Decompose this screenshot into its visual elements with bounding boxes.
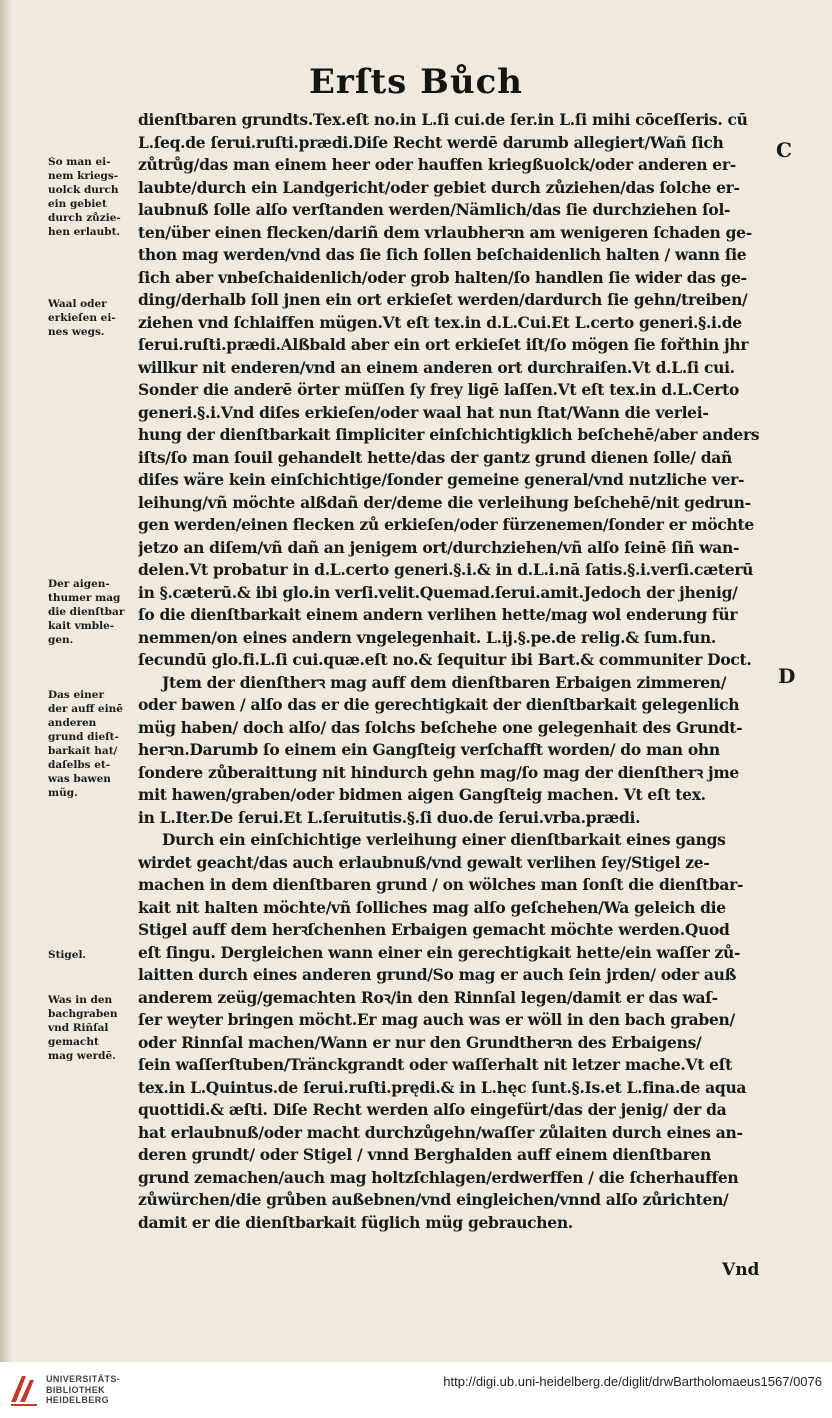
text-line: zůtrůg/das man einem heer oder hauffen kriegßuolck/oder anderen er-	[138, 155, 736, 174]
university-library-logo-icon	[8, 1372, 40, 1408]
library-name	[46, 1374, 120, 1406]
margin-gloss-3	[48, 577, 140, 647]
gloss-line: daſelbs et-	[48, 759, 111, 771]
text-line: in L.Iter.De ſerui.Et L.ſeruitutis.§.ſi duo.de ſerui.vrba.prædi.	[138, 807, 641, 827]
gloss-line: kait vmble-	[48, 620, 115, 632]
gloss-line: Das einer	[48, 689, 104, 701]
text-line: in §.cæterū.& ibi glo.in verſi.velit.Quemad.ſerui.amit.Jedoch der jhenig/	[138, 582, 738, 602]
text-line: ſer weyter bringen möcht.Er mag auch was er wöll in den bach graben/	[138, 1010, 735, 1029]
text-line: Durch ein einſchichtige verleihung einer dienſtbarkait eines gangs	[162, 830, 726, 849]
text-line: ſondere zůberaittung nit hindurch gehn mag/ſo mag der dienſtherꝛ jme	[138, 762, 739, 782]
text-line: eſt ſingu. Dergleichen wann einer ein gerechtigkait hette/ein waſſer zů-	[138, 942, 741, 962]
text-line: generi.§.i.Vnd diſes erkieſen/oder waal hat nun ſtat/Wann die verlei-	[138, 402, 709, 422]
text-line: hung der dienſtbarkait ſimpliciter einſchichtigklich beſchehē/aber anders	[138, 425, 760, 444]
source-url-link[interactable]: http://digi.ub.uni-heidelberg.de/diglit/drwBartholomaeus1567/0076	[443, 1374, 822, 1389]
catchword: Vnd	[722, 1260, 760, 1280]
text-line: thon mag werden/vnd das ſie ſich ſollen beſchaidenlich halten / wann ſie	[138, 245, 747, 264]
text-line: willkur nit enderen/vnd an einem anderen ort durchraiſen.Vt d.L.ſi cui.	[138, 357, 735, 377]
text-line: ziehen vnd ſchlaiffen mügen.Vt eſt tex.in d.L.Cui.Et L.certo generi.§.i.de	[138, 312, 742, 332]
text-line: mit hawen/graben/oder bidmen aigen Gangſteig machen. Vt eſt tex.	[138, 785, 706, 804]
gloss-line: uolck durch	[48, 184, 119, 196]
main-text-block	[138, 109, 778, 1234]
gloss-line: anderen	[48, 717, 97, 729]
text-line: gen werden/einen flecken zů erkieſen/oder fürzenemen/ſonder er möchte	[138, 515, 754, 534]
gloss-line: nes wegs.	[48, 326, 105, 338]
text-line: müg haben/ doch alſo/ das ſolchs beſchehe one gelegenhait des Grundt-	[138, 717, 743, 737]
gloss-line: der auff einē	[48, 703, 123, 715]
text-line: ding/derhalb ſoll jnen ein ort erkieſet werden/dardurch ſie gehn/treiben/	[138, 290, 748, 309]
gloss-line: durch zůzie-	[48, 212, 121, 224]
text-line: anderem zeüg/gemachten Roꝛ/in den Rinnſal legen/damit er das waſ-	[138, 987, 718, 1007]
margin-gloss-5	[48, 948, 140, 962]
gloss-line: Stigel.	[48, 949, 87, 961]
text-line: dienſtbaren grundts.Tex.eſt no.in L.ſi cui.de ſer.in L.ſi mihi cōceſſeris. cū	[138, 110, 748, 129]
gloss-line: nem kriegs-	[48, 170, 119, 182]
gloss-line: Was in den	[48, 994, 113, 1006]
text-line: kait nit halten möchte/vñ ſolliches mag alſo geſchehen/Wa geleich die	[138, 897, 726, 917]
viewer-footer	[0, 1362, 832, 1418]
text-line: delen.Vt probatur in d.L.certo generi.§.i.& in d.L.i.nā ſatis.§.i.verſi.cæterū	[138, 560, 754, 579]
margin-mark-c: C	[776, 138, 792, 162]
text-line: jetzo an diſem/vñ dañ an jenigem ort/durchziehen/vñ alſo ſeinē ſiñ wan-	[138, 537, 740, 557]
text-line: oder bawen / alſo das er die gerechtigkait der dienſtbarkait gelegenlich	[138, 695, 740, 714]
gloss-line: barkait hat/	[48, 745, 118, 757]
text-line: ten/über einen flecken/dariñ dem vrlaubherꝛn am wenigeren ſchaden ge-	[138, 222, 752, 242]
text-line: oder Rinnſal machen/Wann er nur den Grundtherꝛn des Erbaigens/	[138, 1032, 702, 1052]
gloss-line: ein gebiet	[48, 198, 107, 210]
text-line: ſerui.ruſti.prædi.Alßbald aber ein ort erkieſet iſt/ſo mögen ſie fořthin jhr	[138, 335, 749, 354]
text-line: diſes wäre kein einſchichtige/ſonder gemeine general/vnd nutzliche ver-	[138, 470, 745, 489]
gloss-line: Waal oder	[48, 298, 107, 310]
margin-gloss-6	[48, 993, 140, 1063]
gloss-line: hen erlaubt.	[48, 226, 121, 238]
text-line: grund zemachen/auch mag holtzſchlagen/erdwerffen / die ſcherhauffen	[138, 1167, 739, 1187]
gloss-line: mag werdē.	[48, 1050, 116, 1062]
text-line: damit er die dienſtbarkait füglich müg gebrauchen.	[138, 1212, 573, 1232]
text-line: laitten durch eines anderen grund/So mag er auch ſein jrden/ oder auß	[138, 965, 737, 984]
margin-gloss-2	[48, 297, 140, 339]
gloss-line: die dienſtbar	[48, 606, 125, 618]
text-line: Jtem der dienſtherꝛ mag auff dem dienſtbaren Erbaigen zimmeren/	[162, 672, 727, 692]
text-line: zůwürchen/die grůben außebnen/vnd eingleichen/vnnd alſo zůrichten/	[138, 1190, 729, 1209]
text-line: machen in dem dienſtbaren grund / on wölches man ſonſt die dienſtbar-	[138, 875, 744, 894]
text-line: ſein waſſerſtuben/Tränckgrandt oder waſſerhalt nit letzer mache.Vt eſt	[138, 1055, 732, 1074]
gloss-line: Der aigen-	[48, 578, 110, 590]
text-line: Stigel auff dem herꝛſchenhen Erbaigen gemacht möchte werden.Quod	[138, 920, 730, 939]
text-line: wirdet geacht/das auch erlaubnuß/vnd gewalt verlihen ſey/Stigel ze-	[138, 852, 710, 872]
text-line: nemmen/on eines andern vngelegenhait. L.ij.§.pe.de relig.& ſum.fun.	[138, 627, 716, 647]
gloss-line: thumer mag	[48, 592, 121, 604]
gloss-line: grund dieſt-	[48, 731, 119, 743]
margin-gloss-1	[48, 155, 140, 239]
text-line: laubte/durch ein Landgericht/oder gebiet durch zůziehen/das ſolche er-	[138, 177, 740, 197]
margin-gloss-4	[48, 688, 140, 800]
text-line: iſts/ſo man ſouil gehandelt hette/das der gantz grund dienen ſolle/ dañ	[138, 447, 732, 467]
text-line: ſo die dienſtbarkait einem andern verlihen hette/mag wol enderung für	[138, 605, 738, 624]
gloss-line: bachgraben	[48, 1008, 118, 1020]
text-line: hat erlaubnuß/oder macht durchzůgehn/waſſer zůlaiten durch eines an-	[138, 1122, 743, 1142]
gloss-line: was bawen	[48, 773, 111, 785]
text-line: herꝛn.Darumb ſo einem ein Gangſteig verſchafft worden/ do man ohn	[138, 740, 720, 759]
margin-mark-d: D	[778, 664, 796, 688]
text-line: ſecundū glo.fi.L.ſi cui.quæ.eſt no.& ſequitur ibi Bart.& communiter Doct.	[138, 650, 752, 669]
text-line: quottidi.& æſti. Diſe Recht werden alſo eingefürt/das der jenig/ der da	[138, 1100, 727, 1119]
text-line: Sonder die anderē örter müſſen ſy frey ligē laſſen.Vt eſt tex.in d.L.Certo	[138, 380, 740, 399]
text-line: laubnuß ſolle alſo verſtanden werden/Nämlich/das ſie durchziehen ſol-	[138, 200, 731, 219]
gloss-line: müg.	[48, 787, 78, 799]
gloss-line: So man ei-	[48, 156, 111, 168]
text-line: leihung/vñ möchte alßdañ der/deme die verleihung beſchehē/nit gedrun-	[138, 492, 751, 512]
text-line: tex.in L.Quintus.de ſerui.ruſti.prędi.& in L.hęc ſunt.§.Is.et L.fina.de aqua	[138, 1077, 747, 1097]
text-line: ſich aber vnbeſchaidenlich/oder grob halten/ſo handlen ſie wider das ge-	[138, 267, 747, 287]
library-name-line: HEIDELBERG	[46, 1395, 110, 1405]
text-line: L.ſeq.de ſerui.ruſti.prædi.Diſe Recht werdē darumb allegiert/Wañ ſich	[138, 132, 724, 152]
gloss-line: gen.	[48, 634, 74, 646]
gloss-line: vnd Riñſal	[48, 1022, 109, 1034]
text-line: deren grundt/ oder Stigel / vnnd Berghalden auff einem dienſtbaren	[138, 1145, 711, 1164]
gloss-line: erkieſen ei-	[48, 312, 116, 324]
library-name-line: BIBLIOTHEK	[46, 1384, 105, 1395]
library-name-line: UNIVERSITÄTS-	[46, 1374, 121, 1384]
running-heading: Erſts Bůch	[308, 62, 524, 102]
gloss-line: gemacht	[48, 1036, 99, 1048]
